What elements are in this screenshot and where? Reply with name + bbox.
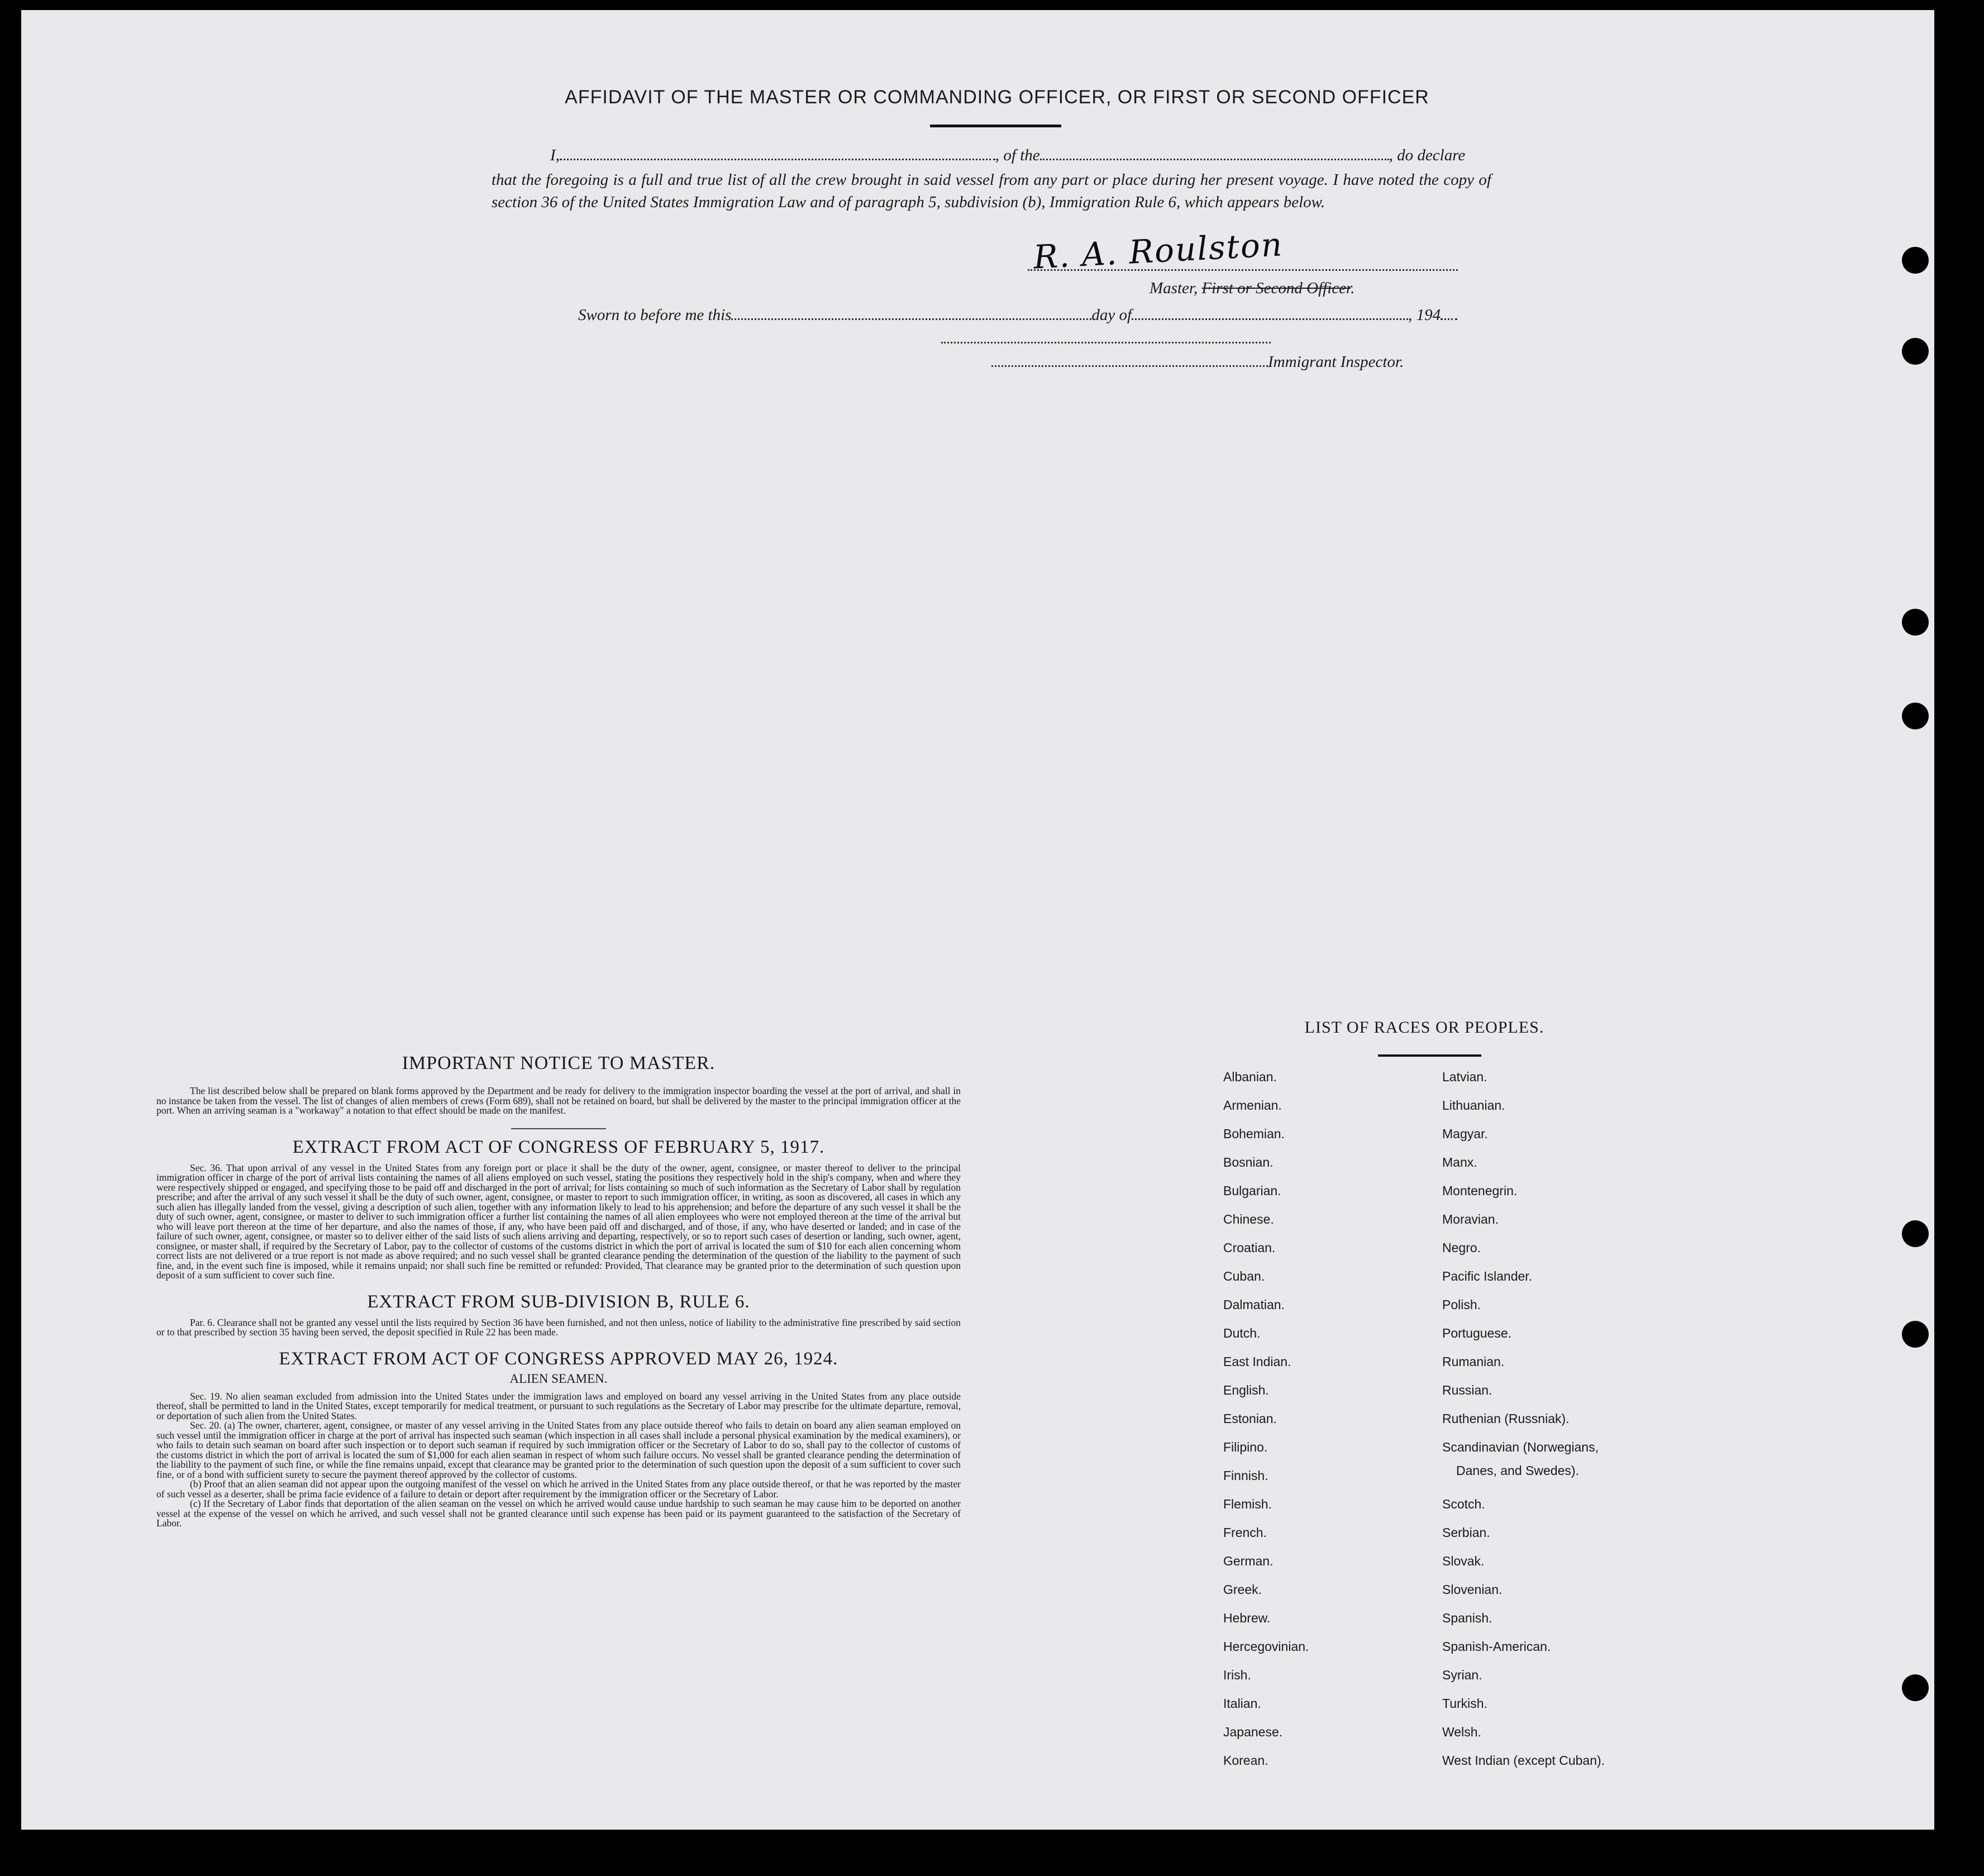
race-item: Bosnian. — [1223, 1155, 1274, 1169]
race-item: Spanish-American. — [1442, 1639, 1551, 1654]
declaration-text: that the foregoing is a full and true list of all the crew brought in said vessel from any part or place during her present voyage. I have noted the copy of section 36 of the United States Immigration Law and of paragraph 5, subdivision (b), Immigration Rule 6, which appears below. — [492, 171, 1491, 211]
race-item: Russian. — [1442, 1383, 1492, 1397]
race-item: Pacific Islander. — [1442, 1269, 1533, 1283]
punch-hole — [1902, 703, 1929, 729]
punch-hole — [1902, 338, 1929, 365]
race-item: Scandinavian (Norwegians, — [1442, 1440, 1599, 1454]
race-item: Flemish. — [1223, 1497, 1272, 1511]
race-item: Moravian. — [1442, 1212, 1499, 1226]
race-item: Albanian. — [1223, 1070, 1277, 1084]
race-item: Cuban. — [1223, 1269, 1265, 1283]
extract-rule6-title: EXTRACT FROM SUB-DIVISION B, RULE 6. — [367, 1291, 750, 1312]
notice-text: The list described below shall be prepared on blank forms approved by the Department and be ready for delivery to the immigration inspector boarding the vessel at the port of arrival, and shall in no instance be taken from the vessel. The list of changes of alien members of crews (Form 689), shall not be retained on board, but shall be delivered by the master to the principal immigration officer at the port. When an arriving seaman is a "workaway" a notation to that effect should be made on the manifest. — [156, 1085, 961, 1116]
notice-title: IMPORTANT NOTICE TO MASTER. — [402, 1053, 716, 1073]
race-item: West Indian (except Cuban). — [1442, 1753, 1605, 1768]
race-item: Finnish. — [1223, 1468, 1268, 1483]
race-item: Dutch. — [1223, 1326, 1261, 1340]
race-item: Dalmatian. — [1223, 1297, 1285, 1312]
title-divider — [930, 125, 1061, 127]
race-item: Rumanian. — [1442, 1354, 1505, 1369]
sworn-day-field[interactable] — [731, 318, 1091, 320]
declarant-name-field[interactable] — [560, 158, 995, 160]
race-item: Latvian. — [1442, 1070, 1487, 1084]
race-item: Hercegovinian. — [1223, 1639, 1309, 1654]
race-item: Turkish. — [1442, 1696, 1487, 1711]
race-item: Polish. — [1442, 1297, 1481, 1312]
declarant-line — [550, 146, 1465, 165]
day-of-label: day of — [1091, 306, 1132, 324]
race-item: Negro. — [1442, 1240, 1481, 1255]
sworn-line — [578, 306, 1457, 324]
document-page — [21, 10, 1934, 1830]
vessel-name-field[interactable] — [1040, 158, 1389, 160]
race-item: Scotch. — [1442, 1497, 1485, 1511]
race-item: Korean. — [1223, 1753, 1268, 1768]
extract-1917-title: EXTRACT FROM ACT OF CONGRESS OF FEBRUARY 5, 1917. — [292, 1137, 825, 1157]
race-item: English. — [1223, 1383, 1269, 1397]
sec20b-text: (b) Proof that an alien seaman did not appear upon the outgoing manifest of the vessel on which he arrived in the United States from any place outside thereof, or that he was reported by the master of such vessel as a deserter, shall be prima facie evidence of a failure to detain or deport after requirement by the immigration officer or the Secretary of Labor. — [156, 1478, 961, 1500]
race-item: East Indian. — [1223, 1354, 1291, 1369]
race-item: Filipino. — [1223, 1440, 1268, 1454]
affidavit-title: AFFIDAVIT OF THE MASTER OR COMMANDING OFFICER, OR FIRST OR SECOND OFFICER — [565, 87, 1429, 108]
signatory-title: Master, First or Second Officer. — [1150, 279, 1355, 297]
sec20c-text: (c) If the Secretary of Labor finds that deportation of the alien seaman on the vessel on which he arrived would cause undue hardship to such seaman he may cause him to be deported on another vessel at the expense of the vessel on which he arrived, and such vessel shall not be granted clearance until such expense has been paid or its payment guaranteed to the satisfaction of the Secretary of Labor. — [156, 1498, 961, 1529]
race-item: Hebrew. — [1223, 1611, 1271, 1625]
race-item: Chinese. — [1223, 1212, 1274, 1226]
extract-rule6-text: Par. 6. Clearance shall not be granted any vessel until the lists required by Section 36 have been furnished, and not then unless, notice of liability to the administrative fine prescribed by said section or to that prescribed by section 35 having been served, the deposit specified in Rule 22 has been made. — [156, 1316, 961, 1338]
punch-hole — [1902, 1674, 1929, 1701]
signature-line — [1028, 269, 1458, 271]
sec20a-text: Sec. 20. (a) The owner, charterer, agent, consignee, or master of any vessel arriving in the United States from any place outside thereof who fails to detain on board any alien seaman employed on such vessel until the immigration officer in charge at the port of arrival has inspected such seaman (which inspection in all cases shall include a personal physical examination by the medical examiners), or who fails to detain such seaman on board after such inspection or to deport such seaman if required by such immigration officer or the Secretary of Labor to do so, shall pay to the collector of customs of the customs district in which the port of arrival is located the sum of $1,000 for each alien seaman in respect of whom such failure occurs. No vessel shall be granted clearance pending the determination of the liability to the payment of such fine, or while the fine remains unpaid, except that clearance may be granted prior to the determination of such question upon the deposit of a sum sufficient to cover such fine, or of a bond with sufficient surety to secure the payment thereof approved by the collector of customs. — [156, 1420, 961, 1480]
punch-hole — [1902, 609, 1929, 636]
race-item: Ruthenian (Russniak). — [1442, 1411, 1570, 1426]
race-item: Magyar. — [1442, 1126, 1488, 1141]
race-item: Montenegrin. — [1442, 1183, 1518, 1198]
year-label: , 194 — [1408, 306, 1441, 324]
inspector-line — [991, 353, 1404, 371]
do-declare-label: , do declare — [1389, 146, 1466, 164]
race-item: Croatian. — [1223, 1240, 1276, 1255]
inspector-label: Immigrant Inspector. — [1268, 353, 1404, 371]
alien-seamen-subtitle: ALIEN SEAMEN. — [509, 1371, 608, 1386]
i-label: I, — [550, 146, 560, 164]
notice-block — [156, 1053, 961, 1529]
divider — [511, 1128, 606, 1129]
of-the-label: , of the — [995, 146, 1040, 164]
race-item: Slovenian. — [1442, 1582, 1503, 1597]
extract-1917-text: Sec. 36. That upon arrival of any vessel in the United States from any foreign port or place it shall be the duty of the owner, agent, consignee, or master thereof to deliver to the principal immigration officer in charge of the port of arrival lists containing the names of all aliens employed on such vessel, stating the positions they respectively hold in the ship's company, when and where they were respectively shipped or engaged, and specifying those to be paid off and discharged in the port of arrival; for lists containing so much of such information as the Secretary of Labor shall by regulation prescribe; and after the arrival of any such vessel it shall be the duty of such owner, agent, consignee, or master to report to such immigration officer, in writing, as soon as discovered, all cases in which any such alien has illegally landed from the vessel, giving a description of such alien, together with any information likely to lead to his apprehension; and before the departure of any such vessel it shall be the duty of such owner, agent, consignee, or master to deliver to such immigration officer a further list containing the names of all alien employees who were not employed thereon at the time of the arrival but who will leave port thereon at the time of her departure, and also the names of those, if any, who have been paid off and discharged, and of those, if any, who have deserted or landed; and in case of the failure of such owner, agent, consignee, or master so to deliver either of the said lists of such aliens arriving and departing, respectively, or so to report such cases of desertion or landing, such owner, agent, consignee, or master shall, if required by the Secretary of Labor, pay to the collector of customs of the customs district in which the port of arrival is located the sum of $10 for each alien concerning whom correct lists are not delivered or a true report is not made as above required; and no such vessel shall be granted clearance pending the determination of the question of the liability to the payment of such fine, and, in the event such fine is imposed, while it remains unpaid; nor shall such fine be remitted or refunded: Provided, That clearance may be granted prior to the determination of such question upon deposit of a sum sufficient to cover such fine. — [156, 1162, 961, 1281]
punch-hole — [1902, 1321, 1929, 1348]
races-divider — [1378, 1054, 1481, 1057]
race-item: Welsh. — [1442, 1725, 1481, 1739]
punch-hole — [1902, 247, 1929, 274]
race-item: Manx. — [1442, 1155, 1477, 1169]
race-item: Greek. — [1223, 1582, 1262, 1597]
race-item: Irish. — [1223, 1668, 1251, 1682]
extract-1924-title: EXTRACT FROM ACT OF CONGRESS APPROVED MAY 26, 1924. — [279, 1348, 838, 1369]
race-item: Armenian. — [1223, 1098, 1282, 1113]
inspector-signature-field[interactable] — [991, 365, 1268, 367]
punch-hole — [1902, 1220, 1929, 1247]
sworn-month-field[interactable] — [1132, 318, 1408, 320]
sec19-text: Sec. 19. No alien seaman excluded from admission into the United States under the immigration laws and employed on board any vessel arriving in the United States from any place outside thereof, shall be permitted to land in the United States, except temporarily for medical treatment, or pursuant to such regulations as the Secretary of Labor may prescribe for the ultimate departure, removal, or deportation of such alien from the United States. — [156, 1390, 961, 1421]
races-right-column — [1442, 1070, 1605, 1782]
races-left-column — [1223, 1070, 1309, 1782]
race-item: Danes, and Swedes). — [1456, 1463, 1579, 1478]
master-signature: R. A. Roulston — [1032, 225, 1284, 276]
sworn-year-field[interactable] — [1441, 318, 1457, 320]
race-item: Italian. — [1223, 1696, 1261, 1711]
inspector-blank-line[interactable] — [941, 342, 1271, 343]
race-item: Serbian. — [1442, 1525, 1490, 1540]
race-item: German. — [1223, 1554, 1274, 1568]
races-title: LIST OF RACES OR PEOPLES. — [1304, 1018, 1544, 1037]
master-label: Master, — [1150, 279, 1198, 297]
race-item: Estonian. — [1223, 1411, 1277, 1426]
race-item: French. — [1223, 1525, 1267, 1540]
struck-officer-label: First or Second Officer — [1201, 279, 1351, 297]
race-item: Spanish. — [1442, 1611, 1492, 1625]
race-item: Bulgarian. — [1223, 1183, 1281, 1198]
race-item: Lithuanian. — [1442, 1098, 1505, 1113]
race-item: Syrian. — [1442, 1668, 1482, 1682]
race-item: Slovak. — [1442, 1554, 1485, 1568]
sworn-label: Sworn to before me this — [578, 306, 732, 324]
race-item: Bohemian. — [1223, 1126, 1285, 1141]
race-item: Japanese. — [1223, 1725, 1283, 1739]
race-item: Portuguese. — [1442, 1326, 1512, 1340]
